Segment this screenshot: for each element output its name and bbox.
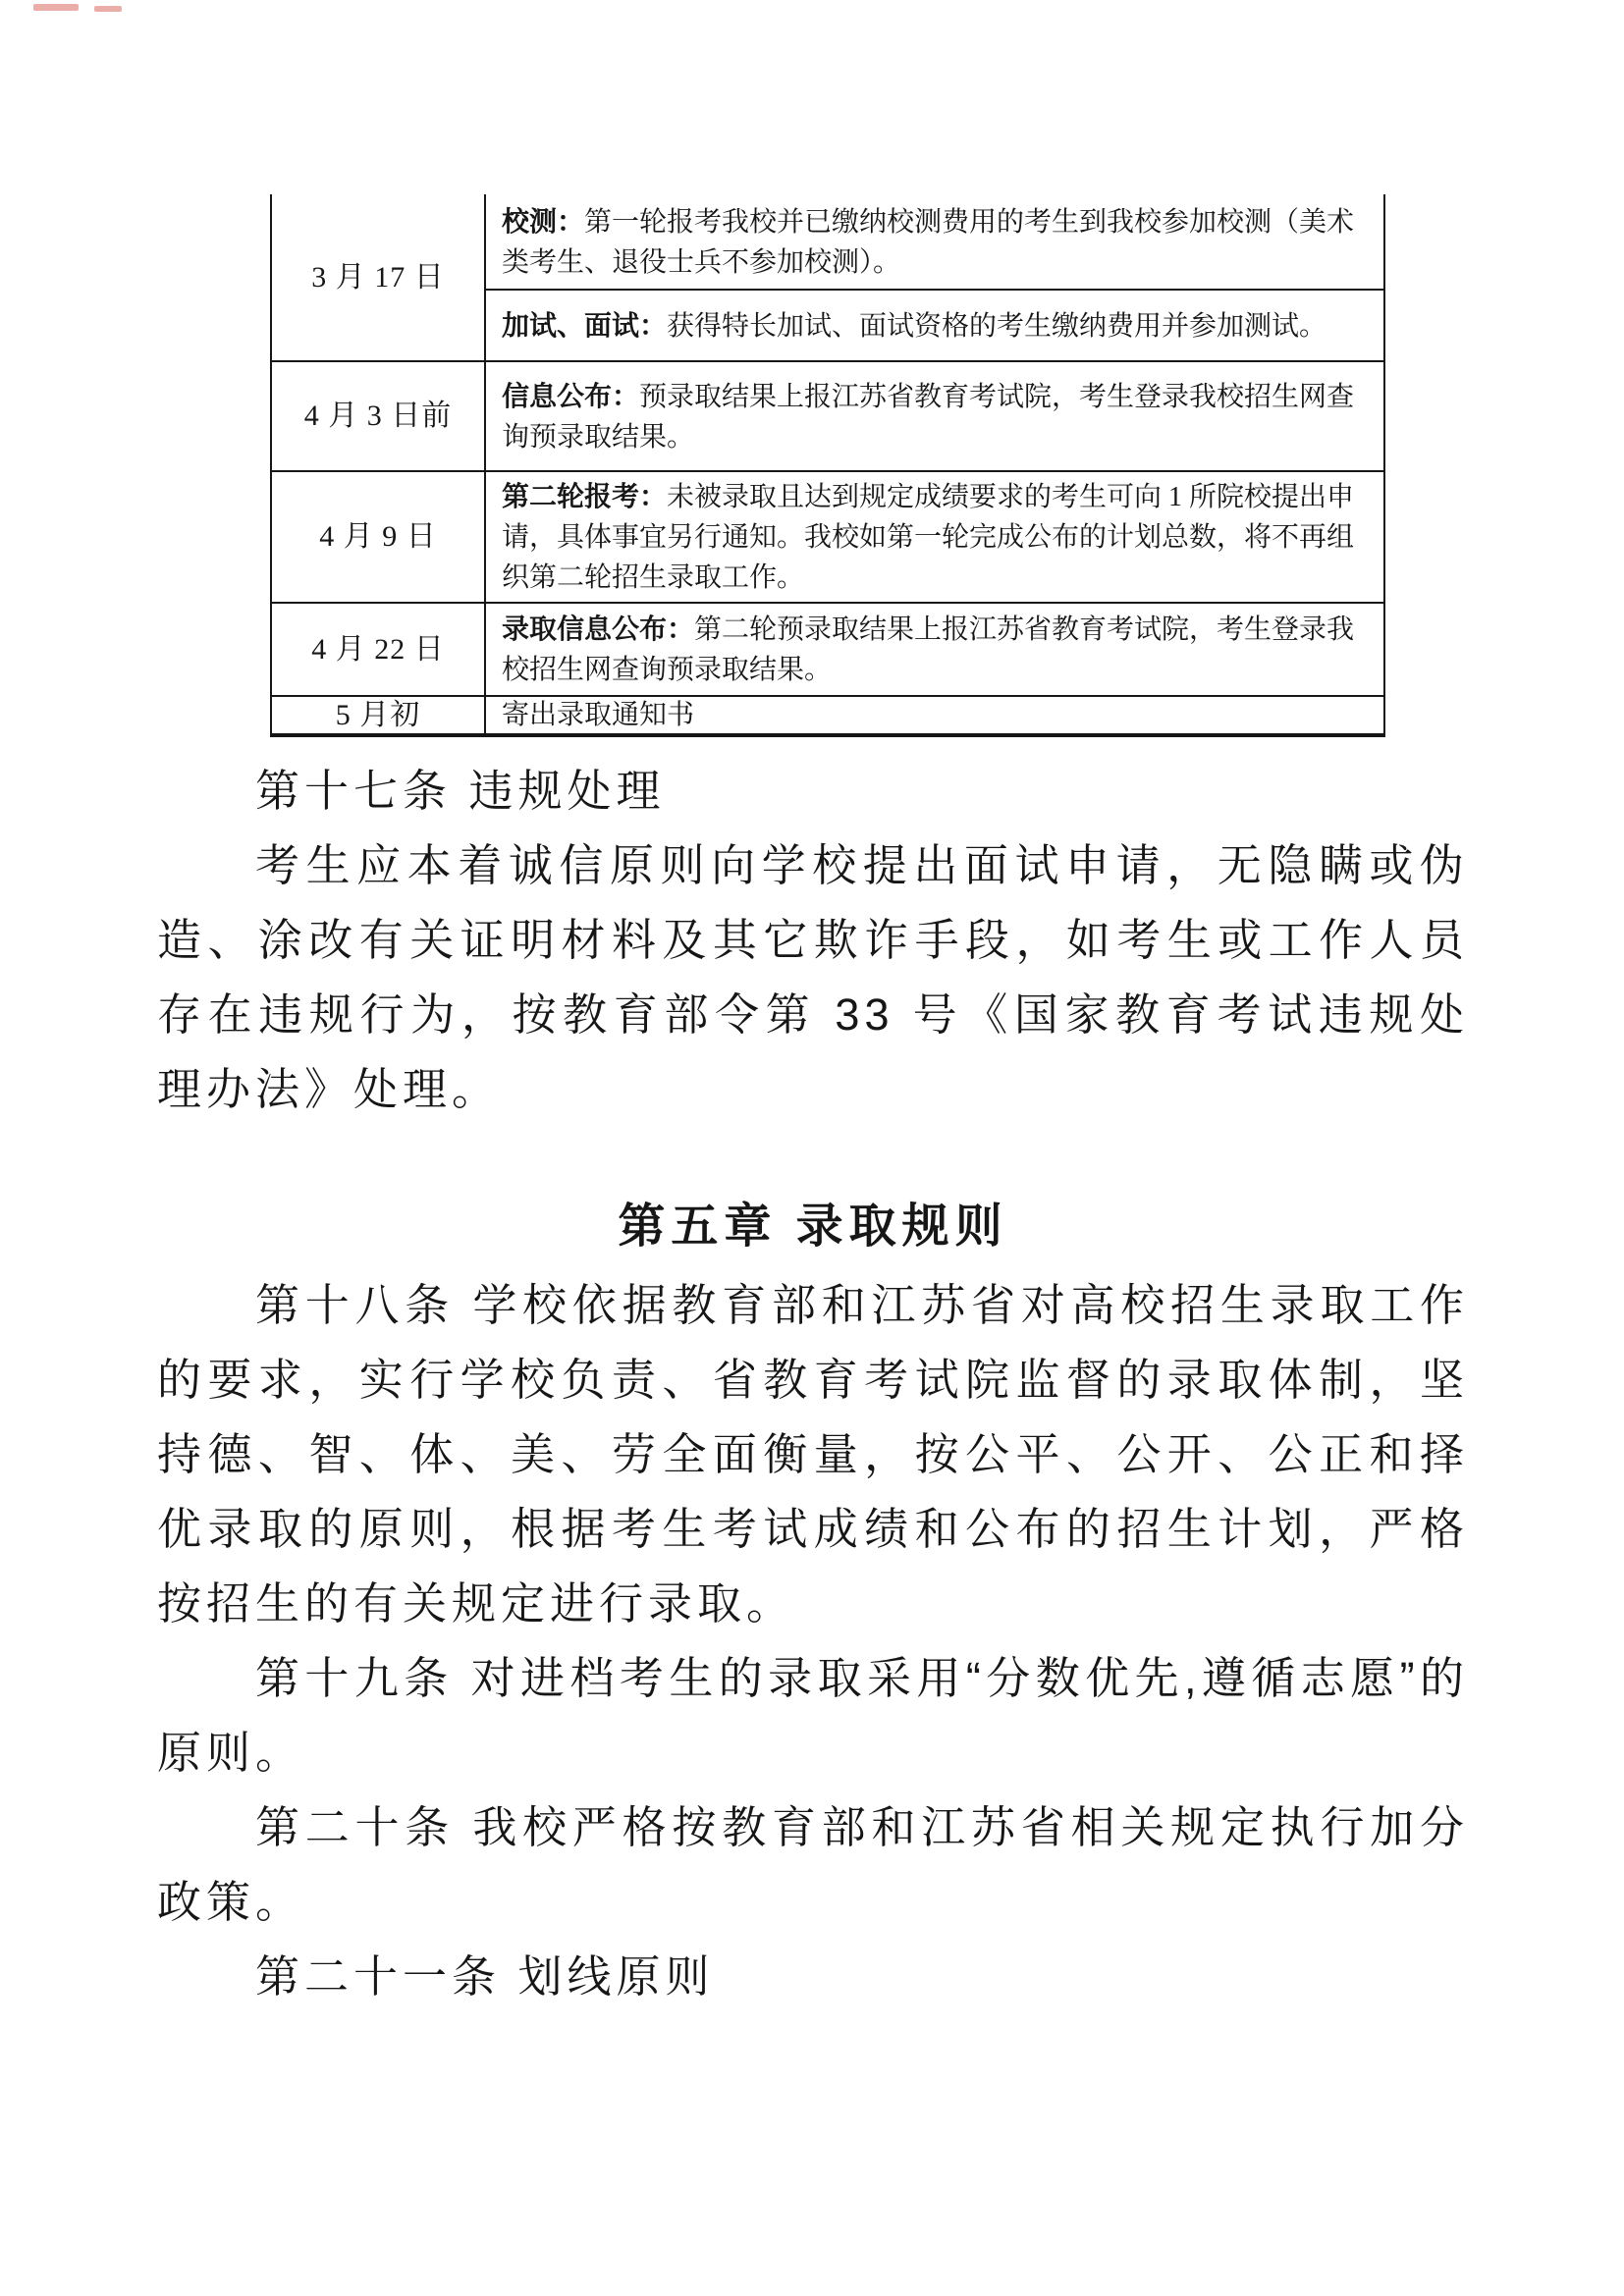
date-cell: 4 月 22 日: [271, 603, 485, 696]
cell-label: 加试、面试：: [502, 309, 668, 341]
article20-body: 第二十条 我校严格按教育部和江苏省相关规定执行加分政策。: [157, 1802, 1469, 1927]
date-cell: 4 月 3 日前: [271, 361, 485, 471]
scan-artifact-red: [33, 4, 79, 11]
table-row: [271, 696, 1384, 735]
cell-text: 获得特长加试、面试资格的考生缴纳费用并参加测试。: [667, 310, 1327, 342]
content-cell: [485, 194, 1384, 290]
cell-text: 第一轮报考我校并已缴纳校测费用的考生到我校参加校测（美术类考生、退役士兵不参加校测）。: [502, 206, 1355, 278]
date-cell: 5 月初: [271, 696, 485, 735]
cell-label: 信息公布：: [502, 380, 640, 411]
date-cell: 4 月 9 日: [271, 471, 485, 603]
table-row: [271, 471, 1384, 603]
cell-text: 未被录取且达到规定成绩要求的考生可向 1 所院校提出申请，具体事宜另行通知。我校如第一轮完成公布的计划总数，将不再组织第二轮招生录取工作。: [502, 482, 1355, 593]
content-cell: [485, 361, 1384, 471]
date-cell: 3 月 17 日: [271, 194, 485, 361]
article17-heading: 第十七条 违规处理: [255, 766, 666, 816]
cell-text: 预录取结果上报江苏省教育考试院，考生登录我校招生网查询预录取结果。: [502, 381, 1355, 453]
content-cell: [485, 290, 1384, 361]
cell-text: 寄出录取通知书: [502, 699, 695, 730]
cell-label: 校测：: [502, 205, 585, 237]
chapter5-heading: 第五章 录取规则: [618, 1201, 1008, 1253]
table-row: [271, 194, 1384, 290]
article18-body: 第十八条 学校依据教育部和江苏省对高校招生录取工作的要求，实行学校负责、省教育考试院监督的录取体制，坚持德、智、体、美、劳全面衡量，按公平、公开、公正和择优录取的原则，根据考生考试成绩和公布的招生计划，严格按招生的有关规定进行录取。: [157, 1280, 1469, 1629]
article17-body: 考生应本着诚信原则向学校提出面试申请，无隐瞒或伪造、涂改有关证明材料及其它欺诈手段，如考生或工作人员存在违规行为，按教育部令第 33 号《国家教育考试违规处理办法》处理。: [157, 840, 1469, 1114]
article19-body: 第十九条 对进档考生的录取采用“分数优先,遵循志愿”的原则。: [157, 1653, 1469, 1778]
article21-heading: 第二十一条 划线原则: [255, 1951, 715, 2002]
content-cell: [485, 603, 1384, 696]
scan-artifact-red: [94, 6, 122, 12]
table-row: [271, 603, 1384, 696]
cell-label: 第二轮报考：: [502, 481, 668, 511]
admission-schedule-table: [270, 194, 1385, 737]
body-text-block: [157, 754, 1469, 2014]
cell-label: 录取信息公布：: [502, 614, 695, 644]
table-row: [271, 361, 1384, 471]
content-cell: [485, 471, 1384, 603]
cell-text: 第二轮预录取结果上报江苏省教育考试院，考生登录我校招生网查询预录取结果。: [502, 614, 1355, 685]
content-cell: [485, 696, 1384, 735]
